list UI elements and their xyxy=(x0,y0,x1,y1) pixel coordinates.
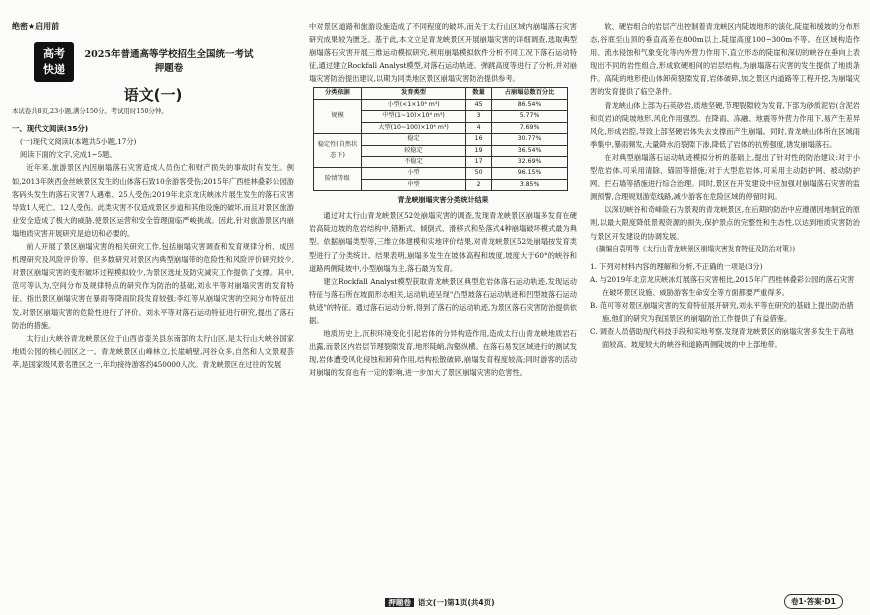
passage-paragraph: 地质历史上,沉积环境变化引起岩体的分异构造作用,造成太行山青龙峡地质岩石出露,而景区内岩层节理裂隙发育,地形陡峭,沟壑纵横。在落石易发区域进行的测试发现,岩体遭受风化侵蚀和卸荷作用,结构松散破碎,崩塌发育程度较高;同时游客的活动对崩塌的发育也有一定的影响,进一步加大了景区崩塌灾害的危害性。 xyxy=(309,329,577,378)
passage-paragraph: 近年来,旅游景区内因崩塌落石灾害造成人员伤亡和财产损失的事故时有发生。例如,2013年陕西金丝峡景区发生的山体落石致10余游客受伤;2015年广西桂林叠彩公园游客码头发生的落石灾害7人遇难、25人受伤;2019年北京龙庆峡冰片展生发生的落石灾害导致1人死亡、12人受伤。此类灾害不仅造成景区步道和其他设施的破坏,而且对景区旅游业安全造成了极大的威胁,使景区运营和安全管理面临严峻挑战。因此,针对旅游景区内崩塌地质灾害开展研究是迫切和必要的。 xyxy=(12,163,294,238)
passage-paragraph: 建立Rockfall Analyst模型获取青龙峡景区典型危岩体落石运动轨迹,发现运动特征与落石所在坡面形态相关,运动轨迹呈现"凸型坡落石运动轨迹和凹型坡落石运动轨迹"的特征。通过落石运动分析,得到了落石的运动轨迹,为景区落石灾害防治提供依据。 xyxy=(309,276,577,325)
classification-table xyxy=(313,87,568,191)
table-cell: 险情等级 xyxy=(314,168,362,191)
table-cell: 45 xyxy=(466,99,492,110)
table-cell: 86.54% xyxy=(492,99,568,110)
column-left xyxy=(12,20,294,371)
table-cell: 16 xyxy=(466,134,492,145)
table-cell: 36.54% xyxy=(492,145,568,156)
answer-option: B. 范可等对景区崩塌灾害的发育特征展开研究,刘永平等在研究的基础上提出防治措施,他们的研究为我国景区的崩塌防治工作提供了有益借鉴。 xyxy=(590,300,854,324)
passage-paragraph: 通过对太行山青龙峡景区52处崩塌灾害的调查,发现青龙峡景区崩塌多发育在硬岩高陡边坡的危岩结构中,错断式、倾倒式、滑移式和坠落式4种崩塌破坏模式最为典型。依据崩塌类型等,三维立体建模和实地评价结果,对青龙峡景区52处崩塌按发育类型进行了分类统计。结果表明,崩塌多发生在坡体高程和坡度,坡度大于60°的峡谷和道路两侧陡坡中,小型崩塌为主,落石最为发育。 xyxy=(309,211,577,273)
table-cell: 50 xyxy=(466,168,492,179)
table-header-cell: 发育类型 xyxy=(362,88,466,99)
paper-title: 语文(一) xyxy=(123,86,183,105)
table-row xyxy=(314,134,568,145)
question-stem: 1. 下列对材料内容的理解和分析,不正确的一项是(3分) xyxy=(590,261,763,271)
table-row xyxy=(314,99,568,110)
table-cell: 30.77% xyxy=(492,134,568,145)
passage-paragraph: 软、硬岩组合的岩层产出控制着青龙峡区内陡坡地形的演化,陡崖和缓坡的分布形态,谷底至山顶的垂直高差在800m以上,陡崖高度100~300m不等。在区域构造作用、流水侵蚀和气象变化等内外营力作用下,直立形态的陡崖和深切的峡谷在垂向上表现出不同的岩性组合,形成软硬相间的岩层结构,为崩塌落石灾害的发生提供了地质条件。高陡的地形使山体卸荷裂隙发育,岩体破碎,加之景区内道路等工程开挖,为崩塌灾害的发育提供了临空条件。 xyxy=(590,22,860,97)
table-cell: 4 xyxy=(466,122,492,133)
table-cell: 3.85% xyxy=(492,179,568,190)
passage-paragraph: 以深切峡谷和奇峰险石为景观的青龙峡景区,在后期的防治中应遵循因地制宜的原则,以最大限度降低景观资源的损失,保护景点的完整性和生态性,以达到地质灾害防治与景区开发建设的协调发展。 xyxy=(590,205,860,241)
table-cell: 中型 xyxy=(362,179,466,190)
footer-page-text: 语文(一)第1页(共4页) xyxy=(417,598,495,607)
exam-header xyxy=(12,39,294,85)
title-block xyxy=(44,48,294,76)
subsection-heading: (一)现代文阅读Ⅰ(本题共5小题,17分) xyxy=(20,137,137,147)
answer-option: A. 与2019年北京龙庆峡冰灯展落石灾害相比,2015年广西桂林叠彩公园的落石灾害在破坏景区设施、威胁游客生命安全等方面都要严重得多。 xyxy=(590,274,855,297)
gaokao-kuaidi-logo: 高考 快递 xyxy=(34,42,74,82)
passage-paragraph: 太行山大峡谷青龙峡景区位于山西省壶关县东南部的太行山区,是太行山大峡谷国家地质公园的核心园区之一。青龙峡景区山峰林立,长崖峭壁,河谷众多,自然和人文景观荟萃,是国家级风景名胜区之一,年均接待游客约450000人次。青龙峡景区在过往的发展 xyxy=(12,333,294,369)
table-cell: 2 xyxy=(466,179,492,190)
secret-label: 绝密★启用前 xyxy=(12,22,60,31)
table-cell: 中型(1~10)×10⁴ m³) xyxy=(362,111,466,122)
column-middle xyxy=(309,20,577,379)
table-cell: 规模 xyxy=(314,99,362,133)
page-footer xyxy=(340,597,540,608)
table-cell: 5.77% xyxy=(492,111,568,122)
passage-paragraph: 青龙峡山体上部为石英砂岩,质地坚硬,节理裂隙较为发育,下部为砂质泥岩(含泥岩和页岩)的陡坡地形,风化作用强烈。在降雨、冻融、地震等外营力作用下,易产生差异风化,形成岩腔,导致上部坚硬岩体失去支撑而产生崩塌。同时,青龙峡山体所在区域雨季集中,暴雨频发,大量降水沿裂隙下渗,降低了岩体的抗剪强度,诱发崩塌落石。 xyxy=(590,100,860,149)
table-header-cell: 占崩塌总数百分比 xyxy=(492,88,568,99)
table-cell: 96.15% xyxy=(492,168,568,179)
table-cell: 7.69% xyxy=(492,122,568,133)
table-cell: 小型 xyxy=(362,168,466,179)
table-cell: 不稳定 xyxy=(362,156,466,167)
passage-paragraph: 在对典型崩塌落石运动轨迹模拟分析的基础上,提出了针对性的防治建议:对于小型危岩体,可采用清除、锚固等措施;对于大型危岩体,可采用主动防护网、被动防护网、拦石墙等措施进行综合治理。同时,景区在开发建设中应加强对崩塌落石灾害的监测预警,合理规划游览线路,减少游客在危险区域的停留时间。 xyxy=(590,152,860,202)
table-header-row xyxy=(314,88,568,99)
source-citation: (摘编自袁明等《太行山青龙峡景区崩塌灾害发育特征及防治对策》) xyxy=(596,244,796,253)
footer-tag: 押题卷 xyxy=(385,598,414,607)
table-cell: 较稳定 xyxy=(362,145,466,156)
section-heading: 一、现代文阅读(35分) xyxy=(12,124,89,134)
passage-paragraph: 前人开展了景区崩塌灾害的相关研究工作,包括崩塌灾害调查和发育规律分析、成因机理研究及风险评价等。但多数研究对景区内典型崩塌带的危险性和风险评价研究较少,对景区崩塌灾害的变形破坏过程模拟较少,为景区选址及防灾减灾工作提供了支撑。其中,范可等认为,空间分布及规律特点的研究作为防治的基础,刘永平等对崩塌灾害的发育特征、指出景区崩塌灾害在暴雨等降雨阶段发育较强;李红等从崩塌灾害的空间分布特征出发,对景区崩塌灾害的危险性进行了评价。刘永平等对落石运动特征进行研究,提出了落石防治的措施。 xyxy=(12,242,294,330)
table-cell: 17 xyxy=(466,156,492,167)
table-row xyxy=(314,168,568,179)
column-right xyxy=(590,20,860,351)
passage-paragraph: 中对景区道路和旅游设施造成了不同程度的破坏,而关于太行山区域内崩塌落石灾害研究成果较为匮乏。基于此,本文立足青龙峡景区开展崩塌灾害的详细调查,选取典型崩塌落石灾害开展三维运动模拟研究,利用崩塌模拟软件分析不同工况下落石运动特征,通过建立Rockfall Analyst模型,对落石运动轨迹、弹跳高度等进行了分析,并对崩塌灾害防治提出建议,以期为同类地区景区崩塌灾害防治提供参考。 xyxy=(309,22,577,84)
table-caption: 青龙峡崩塌灾害分类统计结果 xyxy=(397,195,489,205)
table-cell: 19 xyxy=(466,145,492,156)
table-cell: 稳定 xyxy=(362,134,466,145)
answer-option: C. 调查人员借助现代科技手段和实地考察,发现青龙峡景区的崩塌灾害多发生于高地面较高、坡度较大的峡谷和道路两侧陡坡的中上部地带。 xyxy=(590,327,854,350)
table-header-cell: 分类依据 xyxy=(314,88,362,99)
exam-title: 2025年普通高等学校招生全国统一考试 xyxy=(84,49,254,61)
table-cell: 小型(<1×10⁴ m³) xyxy=(362,99,466,110)
exam-note: 本试卷共8页,23小题,满分150分。考试用时150分钟。 xyxy=(12,107,168,116)
table-header-cell: 数量 xyxy=(466,88,492,99)
table-cell: 稳定性(自然状态下) xyxy=(314,134,362,168)
exam-subtitle: 押题卷 xyxy=(154,63,184,75)
corner-label: 卷1·答案·D1 xyxy=(784,594,843,609)
table-cell: 大型(10~100)×10⁴ m³) xyxy=(362,122,466,133)
instruction: 阅读下面的文字,完成1~5题。 xyxy=(20,150,117,160)
table-cell: 32.69% xyxy=(492,156,568,167)
table-cell: 3 xyxy=(466,111,492,122)
